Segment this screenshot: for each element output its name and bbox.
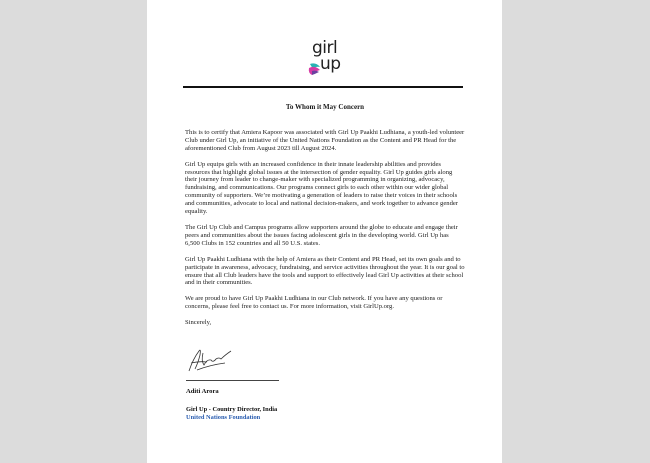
signature-icon (185, 345, 235, 373)
paragraph-contact: We are proud to have Girl Up Paakhi Ludhiana in our Club network. If you have any questions or concerns, please feel free to contact us. For more information, visit GirlUp.org. (185, 295, 443, 311)
letter-body (185, 100, 465, 335)
paragraph-about-girl-up: Girl Up equips girls with an increased confidence in their innate leadership abilities and provides resources that highlight global issues at the intersection of gender equality. Girl Up guides girls along their journey from leader to change-maker with specialized programming in organizing, advocacy, fundraising, and communications. Our programs connect girls to each other within our wider global community of supporters. We’re motivating a generation of leaders to raise their voices in their schools and communities, advocate to local and national decision-makers, and work together to advance gender equality. (185, 160, 458, 216)
paragraph-club-programs: The Girl Up Club and Campus programs allow supporters around the globe to educate and engage their peers and communities about the issues facing adolescent girls in the developing world. Girl Up has 6,500 Clubs in 152 countries and all 50 U.S. states. (185, 223, 458, 247)
letter-title: To Whom it May Concern (285, 103, 365, 111)
closing: Sincerely, (185, 319, 212, 327)
paragraph-club-goals: Girl Up Paakhi Ludhiana with the help of Amiera as their Content and PR Head, set its own goals and to participate in awareness, advocacy, fundraising, and service activities throughout the year. It is our goal to ensure that all Club leaders have the tools and support to effectively lead Girl Up activities at their school and in their communities. (185, 255, 465, 287)
document-page (147, 0, 502, 463)
signer-name: Aditi Arora (186, 388, 219, 395)
signer-details (186, 406, 277, 421)
logo-text-girl: girl (312, 38, 338, 58)
signer-organization: United Nations Foundation (186, 413, 261, 421)
signer-title: Girl Up - Country Director, India (186, 406, 278, 413)
header-divider (183, 86, 463, 88)
logo-text-up: up (320, 54, 341, 74)
paragraph-certification: This is to certify that Amiera Kapoor was associated with Girl Up Paakhi Ludhiana, a youth-led volunteer Club under Girl Up, an initiative of the United Nations Foundation as the Content and PR Head for the aforementioned Club from August 2023 till August 2024. (185, 128, 465, 152)
girl-up-logo (307, 40, 347, 82)
signature-line (186, 380, 279, 381)
